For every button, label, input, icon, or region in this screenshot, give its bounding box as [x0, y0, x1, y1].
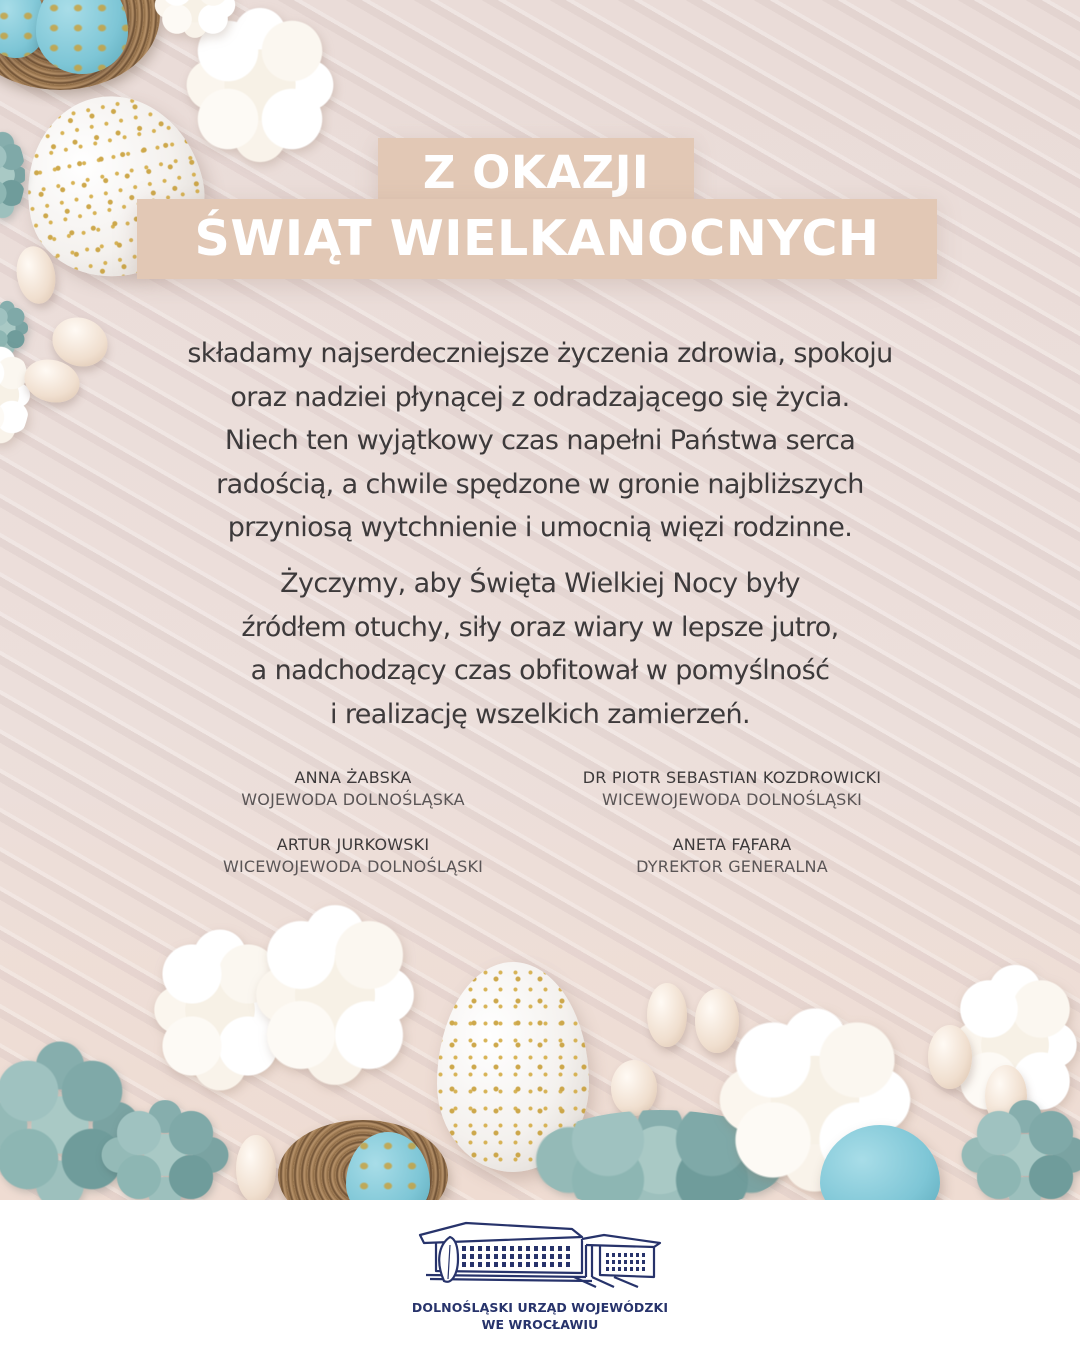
signature-block	[143, 767, 563, 811]
signature-block	[522, 767, 942, 811]
jellybean-decoration	[647, 983, 687, 1047]
signatory-name: ARTUR JURKOWSKI	[276, 835, 430, 854]
signatory-name: DR PIOTR SEBASTIAN KOZDROWICKI	[582, 768, 882, 787]
building-icon	[414, 1215, 666, 1291]
signatory-role: WICEWOJEWODA DOLNOŚLĄSKI	[222, 857, 484, 876]
text-line: radością, a chwile spędzone w gronie najbliższych	[216, 468, 864, 500]
title-line-1: Z OKAZJI	[378, 138, 694, 202]
signature-block	[522, 834, 942, 878]
title-line-2: ŚWIĄT WIELKANOCNYCH	[137, 199, 937, 279]
footer	[0, 1200, 1080, 1350]
leaf-decoration	[0, 130, 25, 220]
jellybean-decoration	[928, 1025, 972, 1089]
signature-block	[143, 834, 563, 878]
signatory-name: ANETA FĄFARA	[672, 835, 792, 854]
text-line: i realizację wszelkich zamierzeń.	[329, 698, 751, 730]
wishes-paragraph-2	[90, 562, 990, 736]
jellybean-decoration	[236, 1135, 276, 1200]
text-line: źródłem otuchy, siły oraz wiary w lepsze jutro,	[241, 611, 839, 643]
text-line: składamy najserdeczniejsze życzenia zdrowia, spokoju	[187, 338, 893, 369]
signatory-role: DYREKTOR GENERALNA	[636, 857, 828, 876]
text-line: Życzymy, aby Święta Wielkiej Nocy były	[280, 568, 800, 599]
jellybean-decoration	[611, 1060, 657, 1116]
leaf-decoration	[100, 1100, 230, 1200]
wishes-paragraph-1	[90, 332, 990, 550]
text-line: Niech ten wyjątkowy czas napełni Państwa serca	[224, 425, 856, 456]
signatory-role: WOJEWODA DOLNOŚLĄSKA	[241, 790, 465, 809]
text-line: a nadchodzący czas obfitował w pomyślność	[250, 655, 830, 686]
text-line: przyniosą wytchnienie i umocnią więzi rodzinne.	[227, 512, 853, 543]
text-line: oraz nadziei płynącej z odradzającego się życia.	[230, 381, 850, 413]
flower-decoration	[250, 895, 420, 1095]
flower-decoration	[0, 340, 30, 450]
organization-name-line-1: DOLNOŚLĄSKI URZĄD WOJEWÓDZKI	[411, 1300, 669, 1315]
signatory-role: WICEWOJEWODA DOLNOŚLĄSKI	[601, 790, 863, 809]
organization-name-line-2: WE WROCŁAWIU	[481, 1317, 599, 1332]
signatory-name: ANNA ŻABSKA	[294, 768, 412, 787]
